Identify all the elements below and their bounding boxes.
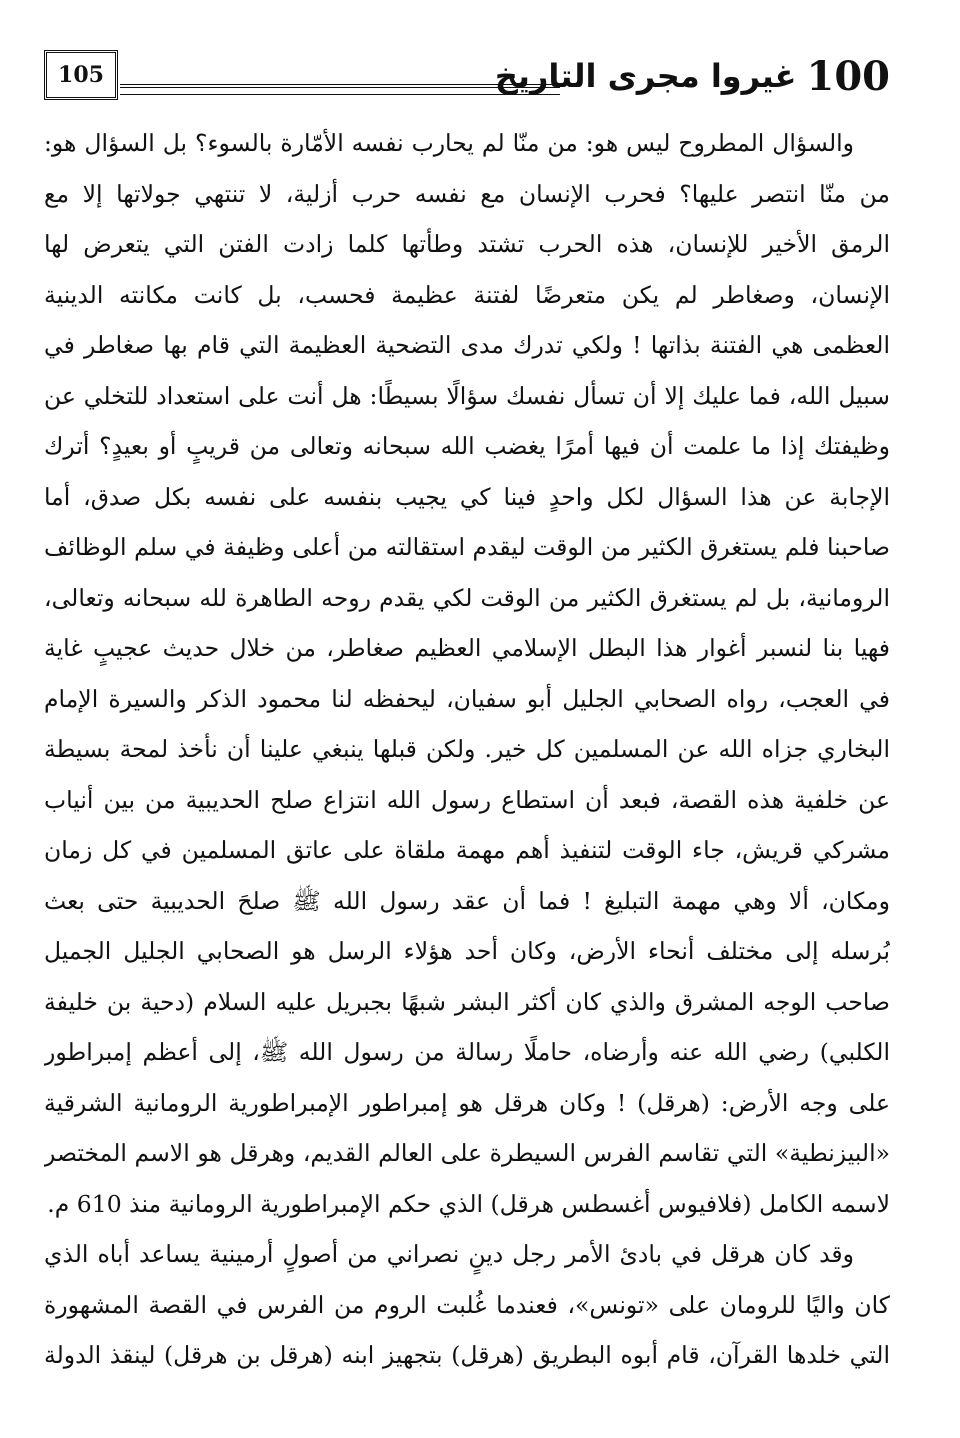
text-line: وظيفتك إذا ما علمت أن فيها أمرًا يغضب الله سبحانه وتعالى من قريبٍ أو بعيدٍ؟ أترك — [44, 432, 890, 460]
text-line: الإنسان، وصغاطر لم يكن متعرضًا لفتنة عظيمة فحسب، بل كانت مكانته الدينية — [44, 280, 890, 309]
text-line: الإجابة عن هذا السؤال لكل واحدٍ فينا كي يجيب بنفسه على نفسه بكل صدق، أما — [44, 482, 890, 511]
book-title-text: غيروا مجرى التاريخ — [494, 57, 797, 95]
text-line: الرمق الأخير للإنسان، هذه الحرب تشتد وطأتها كلما زادت الفتن التي يتعرض لها — [44, 230, 890, 258]
text-line: من منّا انتصر عليها؟ فحرب الإنسان مع نفسه حرب أزلية، لا تنتهي جولاتها إلا مع — [44, 179, 890, 208]
body-text — [44, 118, 890, 1381]
text-line: لاسمه الكامل (فلافيوس أغسطس هرقل) الذي حكم الإمبراطورية الرومانية منذ 610 م. — [47, 1189, 890, 1218]
page-number: 105 — [44, 50, 118, 100]
text-line: العظمى هي الفتنة بذاتها ! ولكي تدرك مدى التضحية العظيمة التي قام بها صغاطر في — [44, 331, 890, 359]
text-line: على وجه الأرض: (هرقل) ! وكان هرقل هو إمبراطور الإمبراطورية الرومانية الشرقية — [44, 1088, 890, 1117]
text-line: التي خلدها القرآن، قام أبوه البطريق (هرقل) بتجهيز ابنه (هرقل بن هرقل) لينقذ الدولة — [44, 1341, 890, 1369]
text-line: وقد كان هرقل في بادئ الأمر رجل دينٍ نصراني من أصولٍ أرمينية يساعد أباه الذي — [44, 1240, 854, 1268]
text-line: بُرسله إلى مختلف أنحاء الأرض، وكان أحد هؤلاء الرسل هو الصحابي الجليل الجميل — [44, 937, 890, 965]
text-line: سبيل الله، فما عليك إلا أن تسأل نفسك سؤالًا بسيطًا: هل أنت على استعداد للتخلي عن — [44, 381, 890, 410]
text-line: كان واليًا للرومان على «تونس»، فعندما غُلبت الروم من الفرس في القصة المشهورة — [44, 1290, 890, 1319]
page-header — [44, 44, 890, 108]
text-line: صاحب الوجه المشرق والذي كان أكثر البشر شبهًا بجبريل عليه السلام (دحية بن خليفة — [44, 987, 890, 1016]
text-line: الكلبي) رضي الله عنه وأرضاه، حاملًا رسالة من رسول الله ﷺ، إلى أعظم إمبراطور — [44, 1038, 890, 1066]
text-line: ومكان، ألا وهي مهمة التبليغ ! فما أن عقد رسول الله ﷺ صلحَ الحديبية حتى بعث — [44, 886, 890, 915]
text-line: مشركي قريش، جاء الوقت لتنفيذ أهم مهمة ملقاة على عاتق المسلمين في كل زمان — [44, 836, 890, 864]
text-line: البخاري جزاه الله عن المسلمين كل خير. ولكن قبلها ينبغي علينا أن نأخذ لمحة بسيطة — [44, 735, 890, 763]
text-line: في العجب، رواه الصحابي الجليل أبو سفيان، ليحفظه لنا محمود الذكر والسيرة الإمام — [44, 684, 890, 713]
text-line: صاحبنا فلم يستغرق الكثير من الوقت ليقدم استقالته من أعلى وظيفة في سلم الوظائف — [44, 533, 890, 561]
text-line: والسؤال المطروح ليس هو: من منّا لم يحارب نفسه الأمّارة بالسوء؟ بل السؤال هو: — [44, 129, 854, 157]
text-line: عن خلفية هذه القصة، فبعد أن استطاع رسول الله انتزاع صلح الحديبية من بين أنياب — [44, 785, 890, 814]
book-title-number: 100 — [806, 52, 890, 100]
book-title — [495, 44, 890, 108]
text-line: «البيزنطية» التي تقاسم الفرس السيطرة على العالم القديم، وهرقل هو الاسم المختصر — [44, 1139, 890, 1167]
text-line: الرومانية، بل لم يستغرق الكثير من الوقت لكي يقدم روحه الطاهرة لله سبحانه وتعالى، — [44, 583, 890, 612]
text-line: فهيا بنا لنسبر أغوار هذا البطل الإسلامي العظيم صغاطر، من خلال حديث عجيبٍ غاية — [44, 634, 890, 662]
